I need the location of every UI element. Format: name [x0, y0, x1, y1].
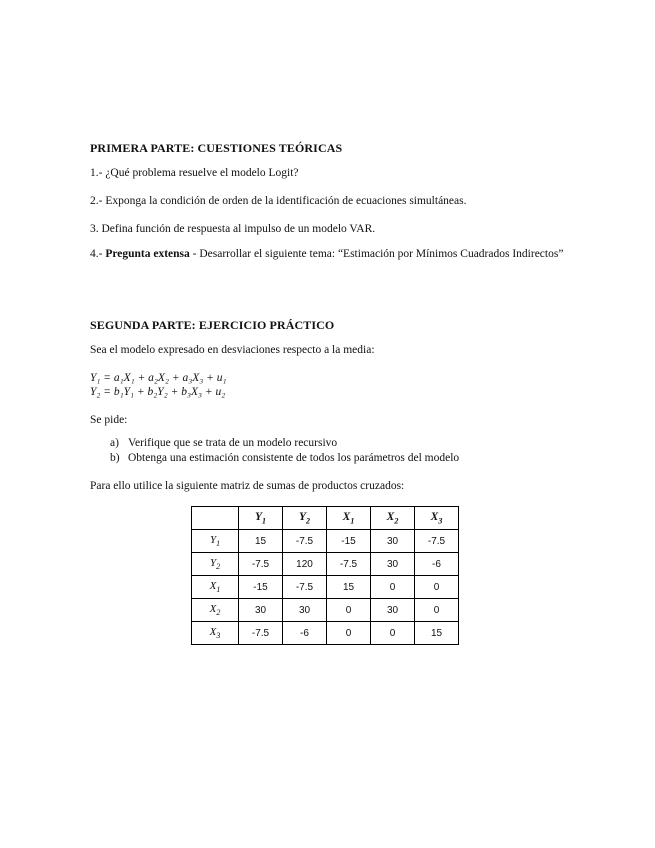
- matrix-corner-cell: [192, 507, 239, 530]
- list-item-b: [110, 452, 459, 464]
- col-header-x3: $X_3$: [415, 507, 459, 530]
- list-item-text: Obtenga una estimación consistente de todos los parámetros del modelo: [128, 452, 460, 464]
- equation-2: Y₂ = b₁Y₁ + b₂Y₂ + b₃X₃ + u₂: [90, 386, 226, 398]
- matrix-cell: -7.5: [415, 530, 459, 553]
- list-item-a: [110, 437, 337, 449]
- question-4-text: - Desarrollar el siguiente tema: “Estimación por Mínimos Cuadrados Indirectos”: [189, 248, 564, 260]
- matrix-cell: 30: [371, 599, 415, 622]
- matrix-cell: 0: [327, 622, 371, 645]
- matrix-cell: 15: [327, 576, 371, 599]
- matrix-cell: -7.5: [283, 576, 327, 599]
- matrix-intro: Para ello utilice la siguiente matriz de sumas de productos cruzados:: [90, 480, 405, 492]
- question-3: 3. Defina función de respuesta al impulso de un modelo VAR.: [90, 223, 376, 235]
- list-item-text: Verifique que se trata de un modelo recursivo: [128, 437, 338, 449]
- matrix-cell: 30: [371, 530, 415, 553]
- model-intro: Sea el modelo expresado en desviaciones respecto a la media:: [90, 344, 375, 356]
- matrix-cell: 15: [239, 530, 283, 553]
- row-header-x1: $X_1$: [192, 576, 239, 599]
- se-pide: Se pide:: [90, 414, 128, 426]
- row-header-y1: $Y_1$: [192, 530, 239, 553]
- table-row: [192, 599, 459, 622]
- equation-1: Y₁ = a₁X₁ + a₂X₂ + a₃X₃ + u₁: [90, 372, 227, 384]
- matrix-cell: 30: [371, 553, 415, 576]
- matrix-header-row: [192, 507, 459, 530]
- question-4: [90, 247, 565, 262]
- table-row: [192, 622, 459, 645]
- col-header-x1: $X_1$: [327, 507, 371, 530]
- col-header-y1: $Y_1$: [239, 507, 283, 530]
- row-header-x3: $X_3$: [192, 622, 239, 645]
- matrix-cell: 0: [415, 576, 459, 599]
- matrix-cell: -6: [415, 553, 459, 576]
- matrix-cell: 120: [283, 553, 327, 576]
- matrix-cell: -7.5: [239, 553, 283, 576]
- question-4-prefix: 4.-: [90, 248, 106, 260]
- matrix-cell: 0: [415, 599, 459, 622]
- matrix-cell: 0: [327, 599, 371, 622]
- part2-heading: SEGUNDA PARTE: EJERCICIO PRÁCTICO: [90, 318, 335, 332]
- matrix-cell: -7.5: [239, 622, 283, 645]
- matrix-cell: -6: [283, 622, 327, 645]
- matrix-cell: 0: [371, 576, 415, 599]
- table-row: [192, 553, 459, 576]
- question-4-bold: Pregunta extensa: [105, 248, 190, 260]
- question-2: 2.- Exponga la condición de orden de la identificación de ecuaciones simultáneas.: [90, 195, 467, 207]
- table-row: [192, 530, 459, 553]
- matrix-cell: 0: [371, 622, 415, 645]
- row-header-x2: $X_2$: [192, 599, 239, 622]
- matrix-cell: -7.5: [283, 530, 327, 553]
- col-header-y2: $Y_2$: [283, 507, 327, 530]
- matrix-cell: -15: [327, 530, 371, 553]
- col-header-x2: $X_2$: [371, 507, 415, 530]
- matrix-cell: -15: [239, 576, 283, 599]
- list-item-label: b): [110, 452, 120, 464]
- table-row: [192, 576, 459, 599]
- matrix-cell: -7.5: [327, 553, 371, 576]
- row-header-y2: $Y_2$: [192, 553, 239, 576]
- matrix-cell: 30: [283, 599, 327, 622]
- question-1: 1.- ¿Qué problema resuelve el modelo Logit?: [90, 167, 299, 179]
- matrix-cell: 30: [239, 599, 283, 622]
- cross-products-matrix: [191, 506, 459, 645]
- list-item-label: a): [110, 437, 119, 449]
- part1-heading: PRIMERA PARTE: CUESTIONES TEÓRICAS: [90, 141, 343, 155]
- matrix-cell: 15: [415, 622, 459, 645]
